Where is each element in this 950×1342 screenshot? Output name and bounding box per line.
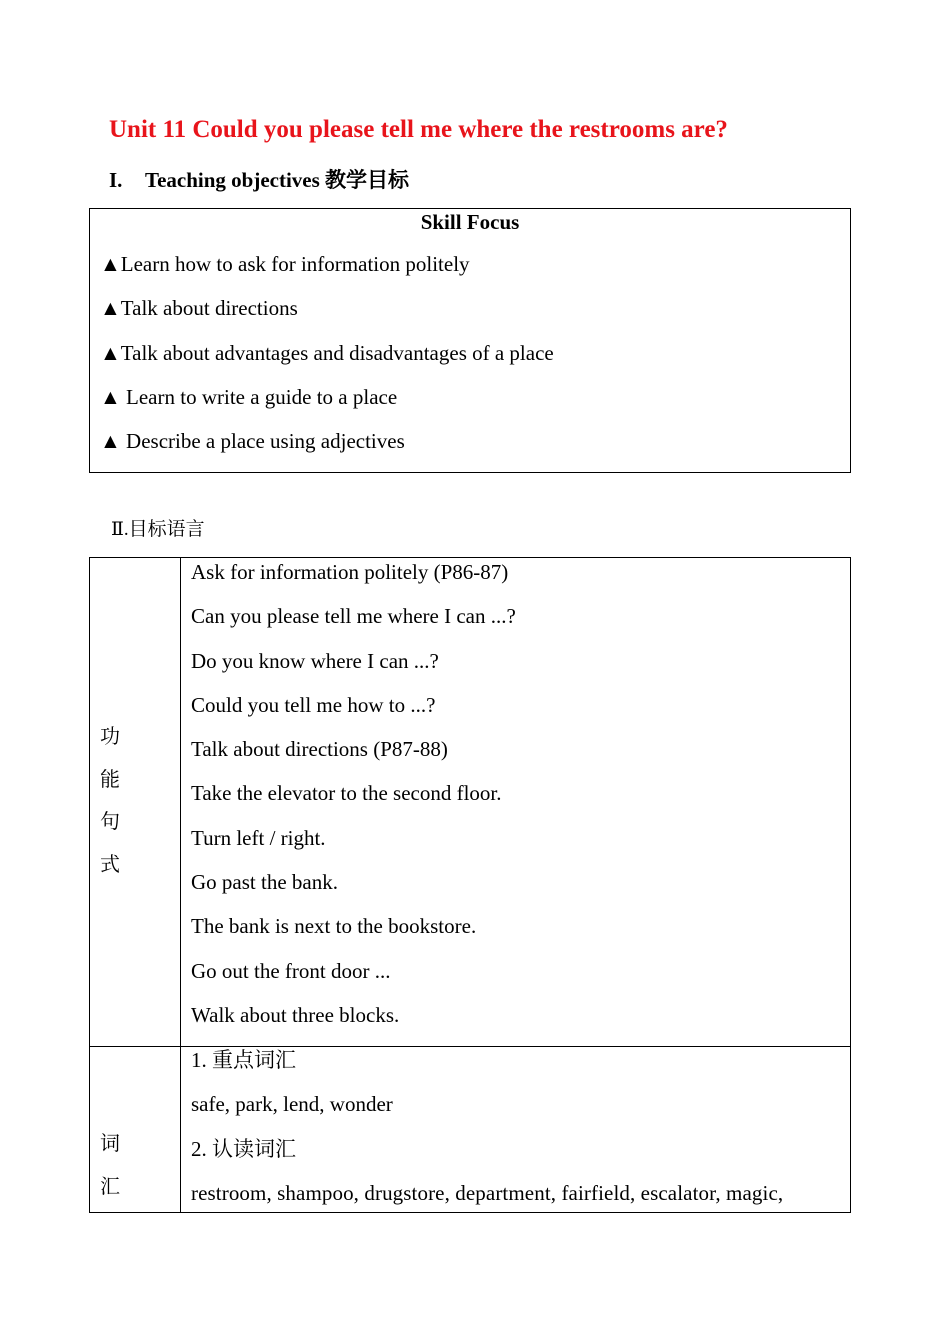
row-label-functions — [100, 716, 120, 887]
skill-item: ▲ Learn to write a guide to a place — [100, 384, 398, 409]
sentence-line: The bank is next to the bookstore. — [191, 914, 477, 939]
section-number: I. — [109, 168, 123, 192]
label-char: 汇 — [100, 1176, 120, 1198]
label-char: 式 — [100, 854, 120, 877]
vocab-line: 2. 认读词汇 — [191, 1136, 296, 1161]
sentence-line: Turn left / right. — [191, 825, 326, 850]
row-label-vocabulary — [100, 1123, 120, 1209]
sentence-line: Ask for information politely (P86-87) — [191, 560, 509, 584]
document-title: Unit 11 Could you please tell me where the restrooms are? — [109, 116, 728, 143]
vocab-line: safe, park, lend, wonder — [191, 1092, 393, 1117]
sentence-line: Go out the front door ... — [191, 958, 391, 983]
skill-item: ▲Talk about advantages and disadvantages of a place — [100, 340, 554, 365]
sentence-line: Walk about three blocks. — [191, 1002, 400, 1027]
sentence-line: Can you please tell me where I can ...? — [191, 604, 516, 629]
sentence-line: Go past the bank. — [191, 870, 338, 895]
vocab-line: 1. 重点词汇 — [191, 1048, 296, 1072]
skill-item: ▲Learn how to ask for information politely — [100, 252, 470, 276]
sentence-line: Talk about directions (P87-88) — [191, 737, 448, 762]
label-char: 句 — [100, 811, 120, 834]
function-sentences — [191, 550, 516, 1037]
vocab-line: restroom, shampoo, drugstore, department, fairfield, escalator, magic, — [191, 1180, 784, 1205]
section-heading-target-language: Ⅱ.目标语言 — [111, 519, 205, 540]
skill-item: ▲Talk about directions — [100, 296, 298, 321]
sentence-line: Take the elevator to the second floor. — [191, 781, 502, 806]
skill-focus-list — [100, 242, 554, 463]
sentence-line: Could you tell me how to ...? — [191, 692, 436, 717]
skill-item: ▲ Describe a place using adjectives — [100, 429, 405, 454]
label-char: 功 — [100, 726, 120, 748]
column-divider — [180, 557, 181, 1213]
sentence-line: Do you know where I can ...? — [191, 648, 439, 673]
label-char: 词 — [100, 1133, 120, 1155]
label-char: 能 — [100, 768, 120, 791]
skill-focus-heading: Skill Focus — [420, 210, 520, 234]
section-label: Teaching objectives 教学目标 — [145, 168, 410, 192]
section-heading-objectives — [109, 164, 409, 194]
vocabulary-lines — [191, 1038, 783, 1215]
